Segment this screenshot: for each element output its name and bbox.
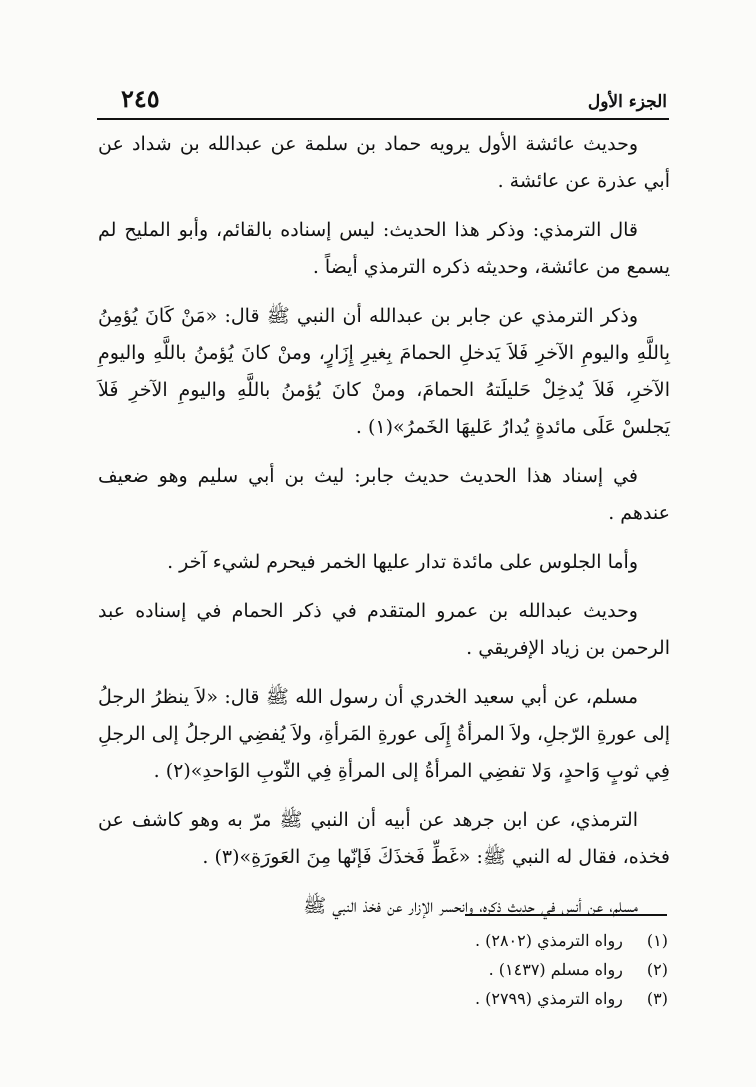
paragraph: في إسناد هذا الحديث حديث جابر: ليث بن أبي سليم وهو ضعيف عندهم . [98,465,670,524]
footnote [98,955,668,984]
paragraph: وحديث عائشة الأول يرويه حماد بن سلمة عن عبدالله بن شداد عن أبي عذرة عن عائشة . [98,133,670,192]
paragraph: وذكر الترمذي عن جابر بن عبدالله أن النبي ﷺ قال: «مَنْ كَانَ يُؤمِنُ بِاللَّهِ واليومِ الآخرِ فَلاَ يَدخلِ الحمامَ بِغيرِ إِزَارٍ، ومنْ كانَ يُؤمنُ باللَّهِ واليومِ الآخرِ، فَلاَ يُدخِلْ حَليلَتهُ الحمامَ، ومنْ كانَ يُؤمنُ باللَّهِ واليومِ الآخرِ فَلاَ يَجلسْ عَلَى مائدةٍ يُدارُ عَليهَا الخَمرُ»(١) . [98,305,670,438]
page-header [97,84,669,120]
paragraph: وأما الجلوس على مائدة تدار عليها الخمر فيحرم لشيء آخر . [167,551,638,573]
footnote-divider [465,914,667,916]
paragraph: مسلم، عن أبي سعيد الخدري أن رسول الله ﷺ قال: «لاَ ينظرُ الرجلُ إلى عورةِ الرّجلِ، ولاَ المرأةُ إِلَى عورةِ المَرأةِ، ولاَ يُفضِي الرجلُ إلى الرجلِ فِي ثوبٍ وَاحدٍ، وَلا تفضِي المرأةُ إلى المرأةِ فِي الثّوبِ الوَاحدِ»(٢) . [98,686,670,782]
main-text [98,126,670,937]
paragraph: مسلم، عن أنس في حديث ذكره، وانحسر الإزار عن فخذ النبي ﷺ [303,895,638,917]
footnote-text: رواه مسلم (١٤٣٧) . [488,960,623,979]
footnote [98,926,668,955]
footnotes [98,926,668,1013]
footnote-number: (٣) [646,989,668,1008]
footnote [98,984,668,1013]
footnote-text: رواه الترمذي (٢٧٩٩) . [474,989,623,1008]
paragraph: الترمذي، عن ابن جرهد عن أبيه أن النبي ﷺ مرّ به وهو كاشف عن فخذه، فقال له النبي ﷺ: «غَطِّ فَخذَكَ فَإنّها مِنَ العَورَةِ»(٣) . [98,809,670,868]
footnote-number: (١) [646,931,668,950]
section-title: الجزء الأول [587,92,667,112]
paragraph: قال الترمذي: وذكر هذا الحديث: ليس إسناده بالقائم، وأبو المليح لم يسمع من عائشة، وحديثه ذكره الترمذي أيضاً . [98,219,670,278]
page-number: ٢٤٥ [121,84,160,113]
footnote-number: (٢) [646,960,668,979]
paragraph: وحديث عبدالله بن عمرو المتقدم في ذكر الحمام في إسناده عبد الرحمن بن زياد الإفريقي . [98,600,670,659]
footnote-text: رواه الترمذي (٢٨٠٢) . [474,931,623,950]
